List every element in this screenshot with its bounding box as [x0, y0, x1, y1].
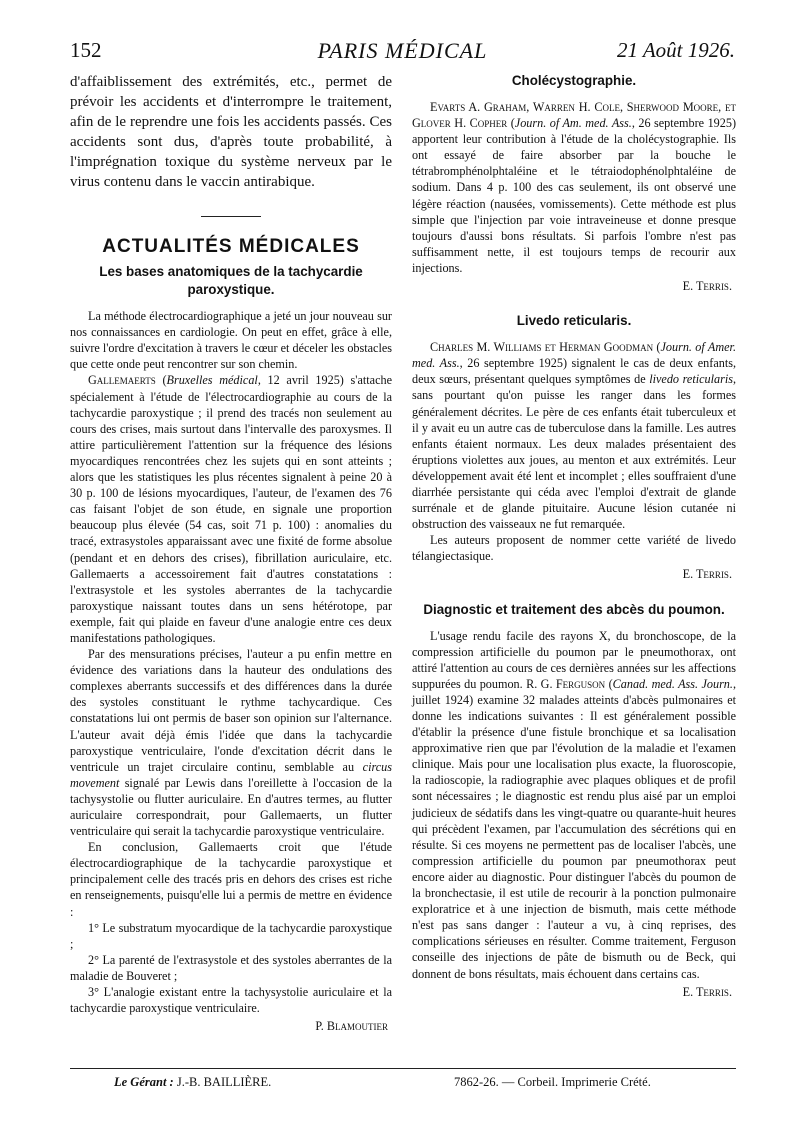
list-item: 2° La parenté de l'extrasystole et des systoles aberrantes de la maladie de Bouveret ; — [70, 952, 392, 983]
article4-paragraph: L'usage rendu facile des rayons X, du bronchoscope, de la compression artificielle du poumon par le pneumothorax, ont attiré l'attention au cours de ces dernières années sur les affections suppurées du poumon. R. G. Ferguson (Canad. med. Ass. Journ., juillet 1924) examine 32 malades atteints d'abcès pulmonaires et donne les indications suivantes : Il est généralement possible d'établir la présence d'une fistule bronchique et sa localisation approximative rien que par l'évolution de la maladie et l'examen clinique. Mais pour une localisation plus exacte, la fluoroscopie, la radioscopie, la radiographie avec plaques obliques et de profil sont nécessaires ; le diagnostic est rendu plus aisé par un emploi judicieux de sédatifs dans les vingt-quatre ou quarante-huit heures qui précèdent l'examen, par l'accumulation des sécrétions qui en résulte. Si ces moyens ne permettent pas de localiser l'abcès, une compression artificielle du poumon par pneumothorax peut encore aider au diagnostic. Pour distinguer l'abcès du poumon de la bronchectasie, il est utile de recourir à la ponction pulmonaire exploratrice et à une injection de bismuth, mais cette méthode n'est pas sans danger : l'auteur a vu, à cinq reprises, des complications sérieuses en résulter. Comme traitement, Ferguson conseille des injections de pâte de bismuth ou de Beck, qui donnent de bons résultats, mais échouent dans certains cas. — [412, 628, 736, 981]
article1-paragraph-2-text: , 12 avril 1925) s'attache spécialement à l'étude de l'électrocardiographie au cours de la tachycardie paroxystique ; il prend des tracés non seulement au cours des crises, mais surtout dans l'intervalle des paroxysmes. Il attire particulièrement l'attention sur la fréquence des lésions myocardiques rencontrées chez les sujets qui en sont atteints ; alors que les statistiques les plus récentes signalent à peine 20 à 30 p. 100 de lésions myocardiques, l'auteur, de l'examen des 76 cas faisant l'objet de son étude, en signale une proportion beaucoup plus élevée (54 cas, soit 71 p. 100) : anomalies du tracé, extrasystoles apparaissant avec une fixité de forme absolue (pendant et en dehors des crises), fibrillation auriculaire, etc. Gallemaerts a accessoirement fait d'autres constatations : l'extrasystole et les systoles aberrantes de la tachycardie paroxystique naissant toutes dans un sens hétérotope, par exemple, fait qui plaide en faveur d'une analogie entre ces deux manifestations pathologiques. — [70, 373, 392, 645]
article2-signature: E. Terris. — [682, 279, 732, 294]
article4-source: Canad. med. Ass. Journ. — [612, 676, 733, 691]
article4-text-b: , juillet 1924) examine 32 malades atteints d'abcès pulmonaires et donne les indications suivantes : Il est généralement possible d'établir la présence d'une fistule bronchique et sa localisation approximative rien que par l'évolution de la maladie et l'examen clinique. Mais pour une localisation plus exacte, la fluoroscopie, la radioscopie, la radiographie avec plaques obliques et de profil sont nécessaires ; le diagnostic est rendu plus aisé par un emploi judicieux de sédatifs dans les vingt-quatre ou quarante-huit heures qui précèdent l'examen, par l'accumulation des sécrétions qui en résulte. Si ces moyens ne permettent pas de localiser l'abcès, une compression artificielle du poumon par pneumothorax peut encore aider au diagnostic. Pour distinguer l'abcès du poumon de la bronchectasie, il est utile de recourir à la ponction pulmonaire exploratrice et à une injection de bismuth, mais cette méthode n'est pas sans danger : l'auteur a vu, à cinq reprises, des complications sérieuses en résulter. Comme traitement, Ferguson conseille des injections de pâte de bismuth ou de Beck, qui donnent de bons résultats, mais échouent dans certains cas. — [412, 676, 736, 981]
footer-rule — [70, 1068, 736, 1069]
gerant-line — [114, 1075, 271, 1090]
article4-signature: E. Terris. — [682, 984, 732, 999]
section-title: ACTUALITÉS MÉDICALES — [102, 236, 360, 257]
article1-circus-movement: circus movement — [70, 759, 392, 790]
article3-paragraph-2: Les auteurs proposent de nommer cette variété de livedo télangiectasique. — [412, 533, 736, 564]
article3-signature: E. Terris. — [682, 567, 732, 582]
article2-authors: Evarts A. Graham, Warren H. Cole, Sherwood Moore, et Glover H. Copher — [412, 100, 736, 131]
article3-text-a: , 26 septembre 1925) signalent le cas de deux enfants, deux sœurs, présentant quelques symptômes de — [412, 356, 737, 387]
list-item: 3° L'analogie existant entre la tachysystolie auriculaire et la tachycardie paroxystique ventriculaire. — [70, 985, 392, 1016]
article-title-abces-poumon: Diagnostic et traitement des abcès du poumon. — [423, 601, 725, 617]
running-header — [70, 38, 735, 68]
article4-text-a: L'usage rendu facile des rayons X, du bronchoscope, de la compression artificielle du poumon par le pneumothorax, ont attiré l'attention au cours de ces dernières années sur les affections suppurées du poumon. R. G. — [412, 628, 736, 691]
issue-date: 21 Août 1926. — [616, 38, 735, 62]
section-divider — [201, 216, 261, 217]
left-column — [70, 72, 392, 1034]
article1-paragraph-3-text-b: signalé par Lewis dans l'oreillette à l'occasion de la tachysystolie ou flutter auriculaire. En d'autres termes, au flutter auriculaire correspondrait, pour Gallemaerts, un flutter ventriculaire qui serait la tachycardie paroxystique ventriculaire. — [70, 775, 392, 839]
article1-conclusion-list — [70, 920, 392, 1017]
article4-author: Ferguson — [555, 676, 606, 691]
journal-title: PARIS MÉDICAL — [317, 38, 488, 63]
article1-source: Bruxelles médical — [166, 373, 258, 388]
article1-paragraph-1: La méthode électrocardiographique a jeté un jour nouveau sur nos connaissances en cardiologie. On peut en effet, grâce à elle, suivre l'ordre d'excitation à travers le cœur et déceler les obstacles que cette onde peut rencontrer sur son chemin. — [70, 309, 392, 372]
article2-paragraph: Evarts A. Graham, Warren H. Cole, Sherwood Moore, et Glover H. Copher (Journ. of Am. med. Ass., 26 septembre 1925) apportent leur contribution à l'étude de la cholécystographie. Ils ont essayé de faire absorber par la bouche le tétrabromphénolphtaléine et le tétraiodophénolphtaléine de sodium. Dans 4 p. 100 des cas seulement, ils ont observé une légère réaction (nausées, vomissements). Cette méthode est plus simple que l'injection par voie intraveineuse et donne presque toujours d'aussi bons résultats. Si parfois l'ombre n'est pas suffisamment nette, il est toujours temps de recourir aux injections. — [412, 100, 736, 275]
article3-text-b: , sans pourtant qu'on puisse les ranger dans les formes généralement décrites. Le père de ces enfants était tuberculeux et il y avait eu un autre cas de tuberculose dans la famille. Les autres enfants étaient normaux. Les deux malades présentaient des éruptions violettes aux joues, au menton et aux extrémités. Leur développement avait été lent et incomplet ; elles souffraient d'une diarrhée persistante qui céda avec l'emploi d'extrait de glande surrénale et de glande pituitaire. Aucune lésion cutanée ni obstruction des vaisseaux ne fut remarquée. — [412, 372, 737, 532]
article3-authors: Charles M. Williams et Herman Goodman — [430, 340, 654, 355]
lead-paragraph: d'affaiblissement des extrémités, etc., permet de prévoir les accidents et d'interrompre le traitement, afin de le reprendre une fois les accidents passés. Ces accidents sont dus, d'après toute probabilité, à l'imprégnation toxique du système nerveux par le virus contenu dans le vaccin antirabique. — [70, 74, 392, 190]
right-column — [412, 72, 736, 1000]
gerant-name: J.-B. BAILLIÈRE. — [176, 1075, 272, 1089]
gerant-label: Le Gérant : — [114, 1075, 174, 1089]
page-number: 152 — [70, 38, 102, 62]
article1-paragraph-3 — [70, 646, 392, 839]
article1-paragraph-2: Gallemaerts (Bruxelles médical, 12 avril 1925) s'attache spécialement à l'étude de l'électrocardiographie au cours de la tachycardie paroxystique ; il prend des tracés non seulement au cours des crises, mais surtout dans l'intervalle des paroxysmes. Il attire particulièrement l'attention sur la fréquence des lésions myocardiques rencontrées chez les sujets qui en sont atteints ; alors que les statistiques les plus récentes signalent à peine 20 à 30 p. 100 de lésions myocardiques, l'auteur, de l'examen des 76 cas faisant l'objet de son étude, en signale une proportion beaucoup plus élevée (54 cas, soit 71 p. 100) : anomalies du tracé, extrasystoles apparaissant avec une fixité de forme absolue (pendant et en dehors des crises), fibrillation auriculaire, etc. Gallemaerts a accessoirement fait d'autres constatations : l'extrasystole et les systoles aberrantes de la tachycardie paroxystique naissant toutes dans un sens hétérotope, par exemple, fait qui plaide en faveur d'une analogie entre ces deux manifestations pathologiques. — [70, 373, 392, 645]
article3-source: Journ. of Amer. med. Ass. — [412, 340, 736, 371]
article1-author: Gallemaerts — [88, 373, 156, 388]
article1-paragraph-3-text-a: Par des mensurations précises, l'auteur a pu enfin mettre en évidence des variations dans la hauteur des ondulations des complexes aberrants successifs et des différences dans la durée des systoles constituant le rythme tachycardique. Ces constatations lui ont permis de baser son opinion sur l'alternance. L'auteur avait déjà émis l'idée que dans la tachycardie paroxystique ventriculaire, l'onde d'excitation décrit dans le ventricule un trajet circulaire continu, semblable au — [70, 647, 392, 774]
article2-source: Journ. of Am. med. Ass. — [514, 116, 632, 131]
article1-signature: P. Blamoutier — [315, 1019, 388, 1034]
article3-paragraph-1: Charles M. Williams et Herman Goodman (Journ. of Amer. med. Ass., 26 septembre 1925) signalent le cas de deux enfants, deux sœurs, présentant quelques symptômes de livedo reticularis, sans pourtant qu'on puisse les ranger dans les formes généralement décrites. Le père de ces enfants était tuberculeux et il y avait eu un autre cas de tuberculose dans la famille. Les autres enfants étaient normaux. Les deux malades présentaient des éruptions violettes aux joues, au menton et aux extrémités. Leur développement avait été lent et incomplet ; elles souffraient d'une diarrhée persistante qui céda avec l'emploi d'extrait de glande surrénale et de glande pituitaire. Aucune lésion cutanée ni obstruction des vaisseaux ne fut remarquée. — [412, 340, 737, 532]
article3-livedo-term: livedo reticularis — [649, 372, 733, 387]
article2-text: , 26 septembre 1925) apportent leur contribution à l'étude de la cholécystographie. Ils ont essayé de faire absorber par la bouche le tétrabromphénolphtaléine et le tétraiodophénolphtaléine de sodium. Dans 4 p. 100 des cas seulement, ils ont observé une légère réaction (nausées, vomissements). Cette méthode est plus simple que l'injection par voie intraveineuse et donne presque toujours d'aussi bons résultats. Si parfois l'ombre n'est pas suffisamment nette, il est toujours temps de recourir aux injections. — [412, 116, 736, 275]
article-title-cholecystographie: Cholécystographie. — [511, 73, 637, 88]
article-title-tachycardie: Les bases anatomiques de la tachycardie paroxystique. — [99, 264, 363, 298]
article-title-livedo: Livedo reticularis. — [516, 313, 632, 329]
article1-paragraph-4: En conclusion, Gallemaerts croit que l'étude électrocardiographique de la tachycardie paroxystique et principalement celle des tracés pris en dehors des crises est riche en renseignements, puisqu'elle lui a permis de mettre en évidence : — [70, 840, 392, 919]
printer-line: 7862-26. — Corbeil. Imprimerie Crété. — [454, 1075, 651, 1089]
list-item: 1° Le substratum myocardique de la tachycardie paroxystique ; — [70, 920, 392, 951]
